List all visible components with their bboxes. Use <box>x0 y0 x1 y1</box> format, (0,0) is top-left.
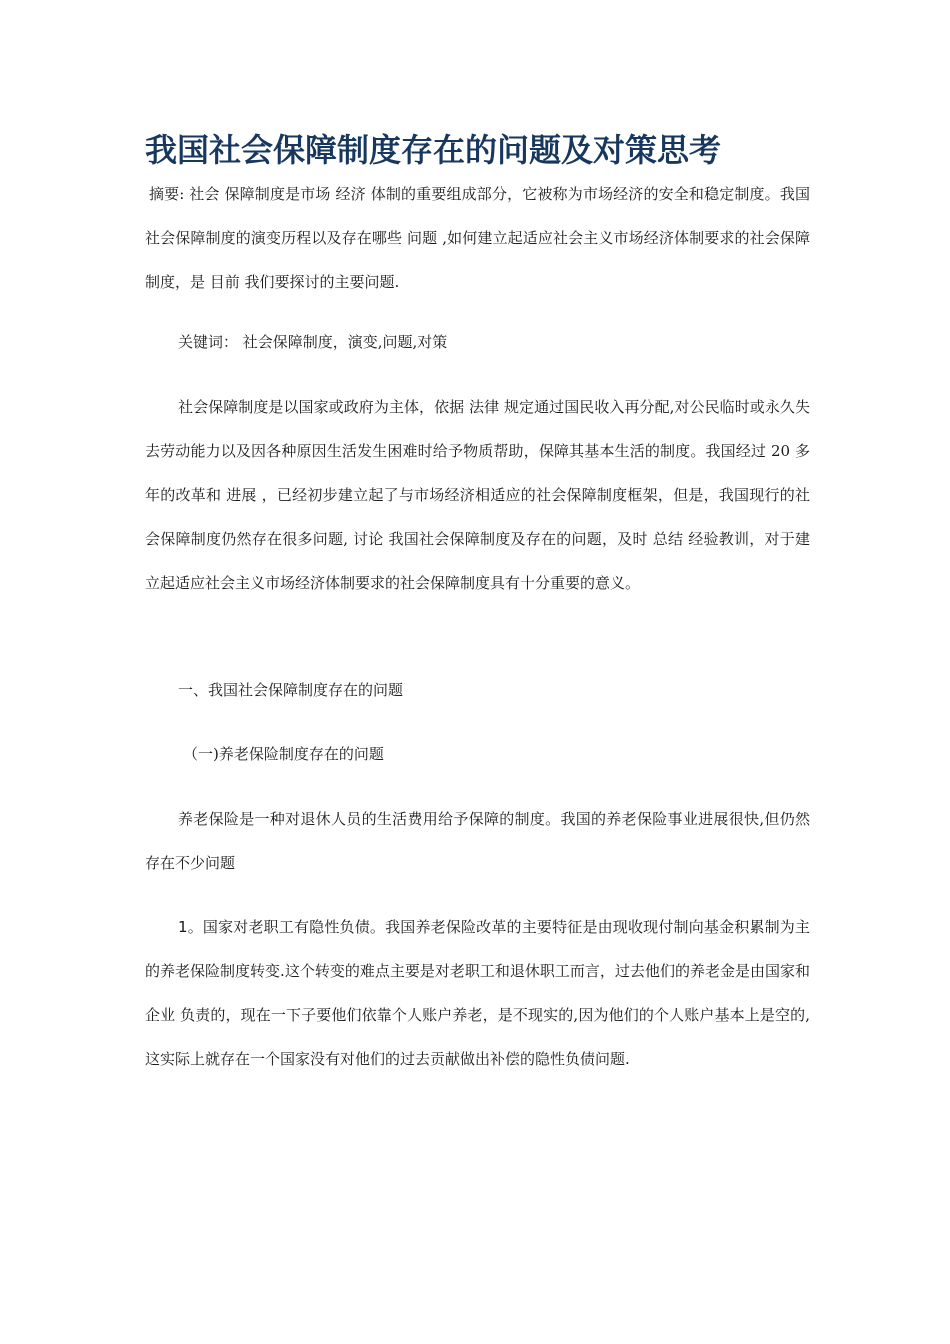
list-item-1-text: 。国家对老职工有隐性负债。我国养老保险改革的主要特征是由现收现付制向基金积累制为主的养老保险制度转变.这个转变的难点主要是对老职工和退休职工而言，过去他们的养老金是由国家和 企业 负责的，现在一下子要他们依靠个人账户养老，是不现实的,因为他们的个人账户基本上是空的,这实际上就存在一个国家没有对他们的过去贡献做出补偿的隐性负债问题. <box>145 918 810 1068</box>
list-item-1 <box>145 905 810 1081</box>
intro-paragraph: 社会保障制度是以国家或政府为主体，依据 法律 规定通过国民收入再分配,对公民临时或永久失去劳动能力以及因各种原因生活发生困难时给予物质帮助，保障其基本生活的制度。我国经过 20 多年的改革和 进展 ，已经初步建立起了与市场经济相适应的社会保障制度框架，但是，我国现行的社会保障制度仍然存在很多问题, 讨论 我国社会保障制度及存在的问题，及时 总结 经验教训，对于建立起适应社会主义市场经济体制要求的社会保障制度具有十分重要的意义。 <box>145 398 810 592</box>
list-item-1-number: 1 <box>178 918 188 936</box>
pension-paragraph: 养老保险是一种对退休人员的生活费用给予保障的制度。我国的养老保险事业进展很快,但仍然存在不少问题 <box>145 810 810 872</box>
abstract-paragraph <box>145 172 810 304</box>
abstract-text: 摘要: 社会 保障制度是市场 经济 体制的重要组成部分，它被称为市场经济的安全和稳定制度。我国社会保障制度的演变历程以及存在哪些 问题 ,如何建立起适应社会主义市场经济体制要求的社会保障制度，是 目前 我们要探讨的主要问题. <box>145 185 810 291</box>
document-title: 我国社会保障制度存在的问题及对策思考 <box>145 131 722 169</box>
subsection-heading-1: （一)养老保险制度存在的问题 <box>183 745 384 763</box>
keywords-line: 关键词： 社会保障制度，演变,问题,对策 <box>178 333 448 351</box>
section-heading-1: 一、我国社会保障制度存在的问题 <box>178 681 404 699</box>
